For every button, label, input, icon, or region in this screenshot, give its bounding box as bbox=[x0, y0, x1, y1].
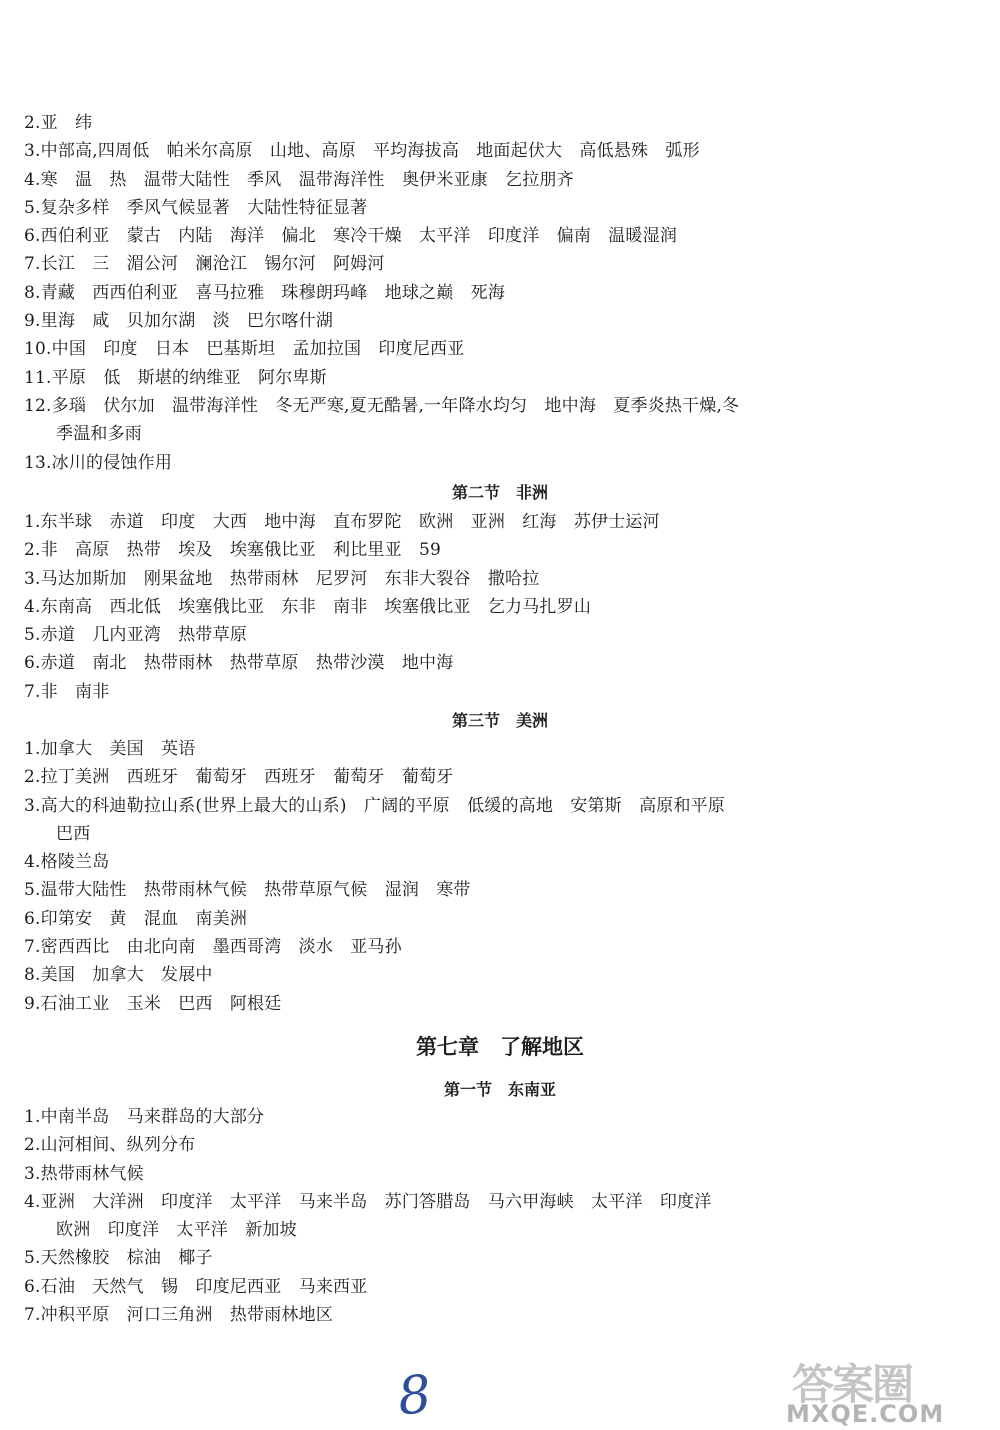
answer-line: 6.印第安 黄 混血 南美洲 bbox=[24, 908, 248, 929]
answer-line: 5.复杂多样 季风气候显著 大陆性特征显著 bbox=[24, 197, 368, 218]
answer-line: 3.中部高,四周低 帕米尔高原 山地、高原 平均海拔高 地面起伏大 高低悬殊 弧形 bbox=[24, 141, 700, 162]
answer-line: 2.非 高原 热带 埃及 埃塞俄比亚 利比里亚 59 bbox=[24, 540, 442, 561]
answer-line: 7.密西西比 由北向南 墨西哥湾 淡水 亚马孙 bbox=[24, 937, 402, 958]
section-title-southeast-asia: 第一节 东南亚 bbox=[443, 1080, 556, 1099]
answer-line: 3.马达加斯加 刚果盆地 热带雨林 尼罗河 东非大裂谷 撒哈拉 bbox=[24, 568, 540, 589]
answer-line: 5.温带大陆性 热带雨林气候 热带草原气候 湿润 寒带 bbox=[24, 880, 471, 901]
answer-line: 4.格陵兰岛 bbox=[24, 852, 110, 873]
answer-line: 7.冲积平原 河口三角洲 热带雨林地区 bbox=[24, 1305, 334, 1326]
answer-line: 2.拉丁美洲 西班牙 葡萄牙 西班牙 葡萄牙 葡萄牙 bbox=[24, 767, 454, 788]
answer-line: 1.东半球 赤道 印度 大西 地中海 直布罗陀 欧洲 亚洲 红海 苏伊士运河 bbox=[24, 512, 660, 532]
answer-line: 6.石油 天然气 锡 印度尼西亚 马来西亚 bbox=[24, 1276, 368, 1297]
section-southeast-asia-answers bbox=[24, 1103, 924, 1329]
section-asia-answers bbox=[24, 109, 924, 477]
handwritten-page-number: 8 bbox=[394, 1364, 435, 1428]
answer-line: 5.赤道 几内亚湾 热带草原 bbox=[24, 625, 248, 646]
answer-line: 5.天然橡胶 棕油 椰子 bbox=[24, 1248, 213, 1269]
answer-line: 10.中国 印度 日本 巴基斯坦 孟加拉国 印度尼西亚 bbox=[24, 339, 465, 360]
section-americas-answers bbox=[24, 735, 924, 1018]
answer-line: 7.非 南非 bbox=[24, 681, 110, 702]
answer-line: 4.亚洲 大洋洲 印度洋 太平洋 马来半岛 苏门答腊岛 马六甲海峡 太平洋 印度洋 bbox=[24, 1191, 712, 1212]
answer-line: 11.平原 低 斯堪的纳维亚 阿尔卑斯 bbox=[24, 367, 327, 388]
answer-line: 4.东南高 西北低 埃塞俄比亚 东非 南非 埃塞俄比亚 乞力马扎罗山 bbox=[24, 596, 592, 617]
section-title-americas: 第三节 美洲 bbox=[451, 711, 548, 730]
answer-line: 1.加拿大 美国 英语 bbox=[24, 739, 196, 759]
answer-line-continued: 季温和多雨 bbox=[56, 424, 142, 445]
answer-line: 3.热带雨林气候 bbox=[24, 1163, 144, 1184]
answer-line: 7.长江 三 湄公河 澜沧江 锡尔河 阿姆河 bbox=[24, 254, 385, 275]
chapter-title: 第七章 了解地区 bbox=[416, 1034, 584, 1059]
answer-line: 12.多瑙 伏尔加 温带海洋性 冬无严寒,夏无酷暑,一年降水均匀 地中海 夏季炎热干燥,冬 bbox=[24, 395, 740, 416]
answer-line: 3.高大的科迪勒拉山系(世界上最大的山系) 广阔的平原 低缓的高地 安第斯 高原和平原 bbox=[24, 795, 726, 816]
answer-line-continued: 巴西 bbox=[56, 823, 91, 844]
answer-line-continued: 欧洲 印度洋 太平洋 新加坡 bbox=[56, 1220, 297, 1241]
answer-line: 2.山河相间、纵列分布 bbox=[24, 1135, 196, 1156]
answer-line: 9.里海 咸 贝加尔湖 淡 巴尔喀什湖 bbox=[24, 311, 334, 332]
section-title-africa: 第二节 非洲 bbox=[451, 483, 548, 502]
answer-line: 8.美国 加拿大 发展中 bbox=[24, 965, 213, 986]
answer-line: 2.亚 纬 bbox=[24, 113, 93, 133]
section-africa-answers bbox=[24, 508, 924, 706]
answer-line: 1.中南半岛 马来群岛的大部分 bbox=[24, 1107, 265, 1127]
answer-line: 4.寒 温 热 温带大陆性 季风 温带海洋性 奥伊米亚康 乞拉朋齐 bbox=[24, 169, 574, 190]
answer-line: 13.冰川的侵蚀作用 bbox=[24, 452, 173, 473]
watermark-logo: 答案圈 bbox=[792, 1360, 913, 1409]
answer-line: 8.青藏 西西伯利亚 喜马拉雅 珠穆朗玛峰 地球之巅 死海 bbox=[24, 282, 506, 303]
answer-line: 9.石油工业 玉米 巴西 阿根廷 bbox=[24, 993, 282, 1014]
answer-line: 6.西伯利亚 蒙古 内陆 海洋 偏北 寒冷干燥 太平洋 印度洋 偏南 温暖湿润 bbox=[24, 226, 678, 247]
answer-line: 6.赤道 南北 热带雨林 热带草原 热带沙漠 地中海 bbox=[24, 653, 454, 674]
site-watermark bbox=[786, 1352, 996, 1428]
watermark-url: MXQE.COM bbox=[786, 1400, 945, 1428]
